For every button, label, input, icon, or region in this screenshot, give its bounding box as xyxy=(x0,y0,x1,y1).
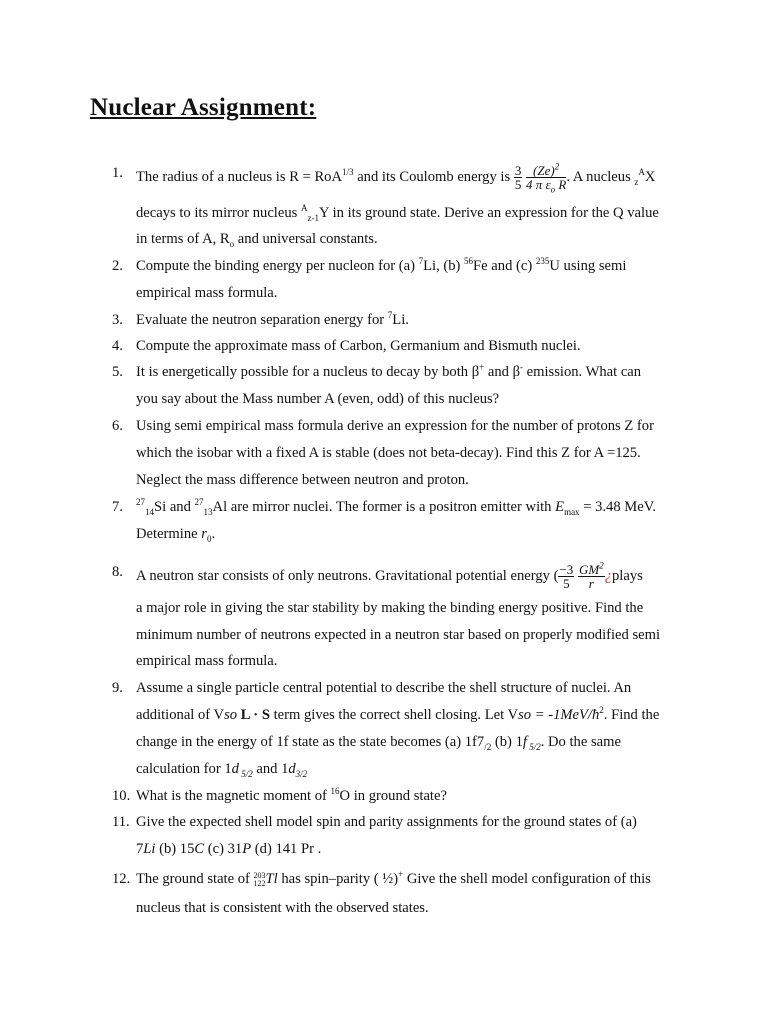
q8-fraction-gm2-r: $\frac{GM^2}{r}$ xyxy=(578,560,604,591)
q8-line2: a major role in giving the star stability by making the binding energy positive. Find the xyxy=(136,600,644,616)
q10-line1: What is the magnetic moment of $^{16}$O in ground state? xyxy=(136,786,447,804)
q6-line3: Neglect the mass difference between neutron and proton. xyxy=(136,472,469,488)
q9-line3: change in the energy of 1f state as the state becomes (a) $1f7_{/2}$ (b) 1f $_{5/2}$. Do the same xyxy=(136,734,621,752)
q1-fraction-3-5: $\frac{3}{5}$ xyxy=(514,163,522,192)
q12-line1: The ground state of 203 122 Tl has spin–parity ( ½)+ Give the shell model configuration of this xyxy=(136,869,651,888)
q11-number: 11. xyxy=(112,814,130,830)
q1-line2: decays to its mirror nucleus $^A_{z-1}$Y in its ground state. Derive an expression for the Q value xyxy=(136,203,659,223)
q11-line2: 7Li (b) 15C (c) 31P (d) 141 Pr . xyxy=(136,841,322,857)
q7-line2: Determine $r_0$. xyxy=(136,526,216,544)
q7-line1: $^{27}_{14}$Si and $^{27}_{13}$Al are mirror nuclei. The former is a positron emitter with $E_{max} = 3.48$ MeV. xyxy=(136,497,657,517)
q1-line1: The radius of a nucleus is R = RoA$^{1/3}$ and its Coulomb energy is $\frac{3}{5}$ $\frac{(Ze)^2}{4 \pi \varepsilon_o R}$ . A nucleus $_z^A$X xyxy=(136,161,656,195)
q4-number: 4. xyxy=(112,338,123,354)
q8-fraction-minus3-5: $\frac{-3}{5}$ xyxy=(559,562,574,591)
q2-line1: Compute the binding energy per nucleon for (a) $^7$Li, (b) $^{56}$Fe and (c) $^{235}$U using semi xyxy=(136,256,627,274)
q2-line2: empirical mass formula. xyxy=(136,285,278,301)
q5-line1: It is energetically possible for a nucleus to decay by both β+ and β- emission. What can xyxy=(136,362,642,380)
q12-line2: nucleus that is consistent with the observed states. xyxy=(136,900,429,916)
q8-number: 8. xyxy=(112,564,123,580)
q6-line1: Using semi empirical mass formula derive an expression for the number of protons Z for xyxy=(136,418,654,434)
q4-line1: Compute the approximate mass of Carbon, Germanium and Bismuth nuclei. xyxy=(136,338,581,354)
q12-number: 12. xyxy=(112,871,131,887)
q8-line3: minimum number of neutrons expected in a neutron star based on properly modified semi xyxy=(136,627,661,643)
q9-number: 9. xyxy=(112,680,123,696)
q6-number: 6. xyxy=(112,418,123,434)
q7-number: 7. xyxy=(112,499,123,515)
q3-number: 3. xyxy=(112,312,123,328)
q9-line4: calculation for 1d $_{5/2}$ and $1d_{3/2}$ xyxy=(136,761,308,779)
q6-line2: which the isobar with a fixed A is stable (does not beta-decay). Find this Z for A =125. xyxy=(136,445,641,461)
q5-line2: you say about the Mass number A (even, odd) of this nucleus? xyxy=(136,391,500,407)
q9-line1: Assume a single particle central potential to describe the shell structure of nuclei. An xyxy=(136,680,632,696)
q1-line3: in terms of A, $R_o$ and universal constants. xyxy=(136,231,378,249)
q1-fraction-coulomb: $\frac{(Ze)^2}{4 \pi \varepsilon_o R}$ xyxy=(525,161,567,195)
q3-line1: Evaluate the neutron separation energy for $^7$Li. xyxy=(136,310,409,328)
q5-number: 5. xyxy=(112,364,123,380)
page-title: Nuclear Assignment: xyxy=(90,94,317,121)
q2-number: 2. xyxy=(112,258,123,274)
q9-line2: additional of Vso L · S term gives the correct shell closing. Let Vso = $-1MeV/ħ^2$. Find the xyxy=(136,705,660,723)
q8-line1: A neutron star consists of only neutrons. Gravitational potential energy ( $\frac{-3}{5}$ $\frac{GM^2}{r}$ ¿plays xyxy=(136,560,643,591)
q1-number: 1. xyxy=(112,165,123,181)
q8-line4: empirical mass formula. xyxy=(136,653,278,669)
q11-line1: Give the expected shell model spin and parity assignments for the ground states of (a) xyxy=(136,814,637,830)
q10-number: 10. xyxy=(112,788,131,804)
